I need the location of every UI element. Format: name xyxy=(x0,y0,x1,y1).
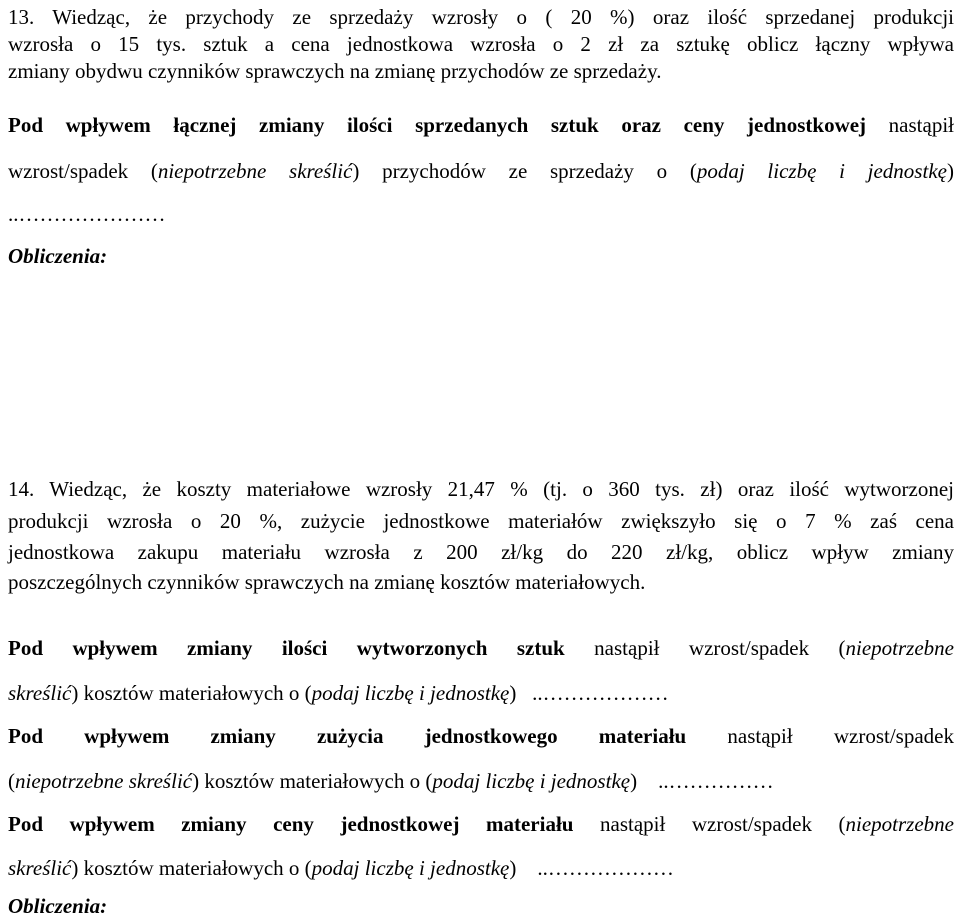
task14-q2-line-1: Pod wpływem zmiany zużycia jednostkowego materiału nastąpił wzrost/spadek xyxy=(8,724,954,748)
task14-line-1: 14. Wiedząc, że koszty materiałowe wzrosły 21,47 % (tj. o 360 tys. zł) oraz ilość wytworzonej xyxy=(8,477,954,501)
task13-line-2: wzrosła o 15 tys. sztuk a cena jednostkowa wzrosła o 2 zł za sztukę oblicz łączny wpływa xyxy=(8,32,954,56)
task14-q3-line-2: skreślić) kosztów materiałowych o (podaj liczbę i jednostkę) ..……………… xyxy=(8,856,674,880)
task14-line-3: jednostkowa zakupu materiału wzrosła z 200 zł/kg do 220 zł/kg, oblicz wpływ zmiany xyxy=(8,540,954,564)
task14-q1-line-2: skreślić) kosztów materiałowych o (podaj liczbę i jednostkę) ..……………… xyxy=(8,681,669,705)
task13-line-1: 13. Wiedząc, że przychody ze sprzedaży wzrosły o ( 20 %) oraz ilość sprzedanej produkcji xyxy=(8,5,954,29)
task14-q1-bold: Pod wpływem zmiany ilości wytworzonych sztuk xyxy=(8,636,565,660)
task13-answer-bold: Pod wpływem łącznej zmiany ilości sprzedanych sztuk oraz ceny jednostkowej xyxy=(8,113,867,137)
task14-q3-dots: ..……………… xyxy=(537,856,674,880)
task13-line-3: zmiany obydwu czynników sprawczych na zmianę przychodów ze sprzedaży. xyxy=(8,59,662,83)
task14-calculations-label: Obliczenia: xyxy=(8,894,108,918)
task14-line-4: poszczególnych czynników sprawczych na zmianę kosztów materiałowych. xyxy=(8,570,646,594)
task14-q2-dots: ..…………… xyxy=(658,769,774,793)
task14-q3-line-1: Pod wpływem zmiany ceny jednostkowej materiału nastąpił wzrost/spadek (niepotrzebne xyxy=(8,812,954,836)
task14-q1-line-1: Pod wpływem zmiany ilości wytworzonych sztuk nastąpił wzrost/spadek (niepotrzebne xyxy=(8,636,954,660)
task13-answer-line-2: wzrost/spadek (niepotrzebne skreślić) przychodów ze sprzedaży o (podaj liczbę i jednostkę) xyxy=(8,159,954,183)
task13-calculations-label: Obliczenia: xyxy=(8,244,108,268)
task14-q2-line-2: (niepotrzebne skreślić) kosztów materiałowych o (podaj liczbę i jednostkę) ..…………… xyxy=(8,769,774,793)
task14-line-2: produkcji wzrosła o 20 %, zużycie jednostkowe materiałów zwiększyło się o 7 % zaś cena xyxy=(8,509,954,533)
task14-q1-dots: ..……………… xyxy=(532,681,669,705)
task14-q3-bold: Pod wpływem zmiany ceny jednostkowej materiału xyxy=(8,812,574,836)
task13-answer-dots: ..………………… xyxy=(8,202,166,226)
task14-q2-bold: Pod wpływem zmiany zużycia jednostkowego materiału xyxy=(8,724,687,748)
task13-answer-line-1: Pod wpływem łącznej zmiany ilości sprzedanych sztuk oraz ceny jednostkowej nastąpił xyxy=(8,113,954,137)
